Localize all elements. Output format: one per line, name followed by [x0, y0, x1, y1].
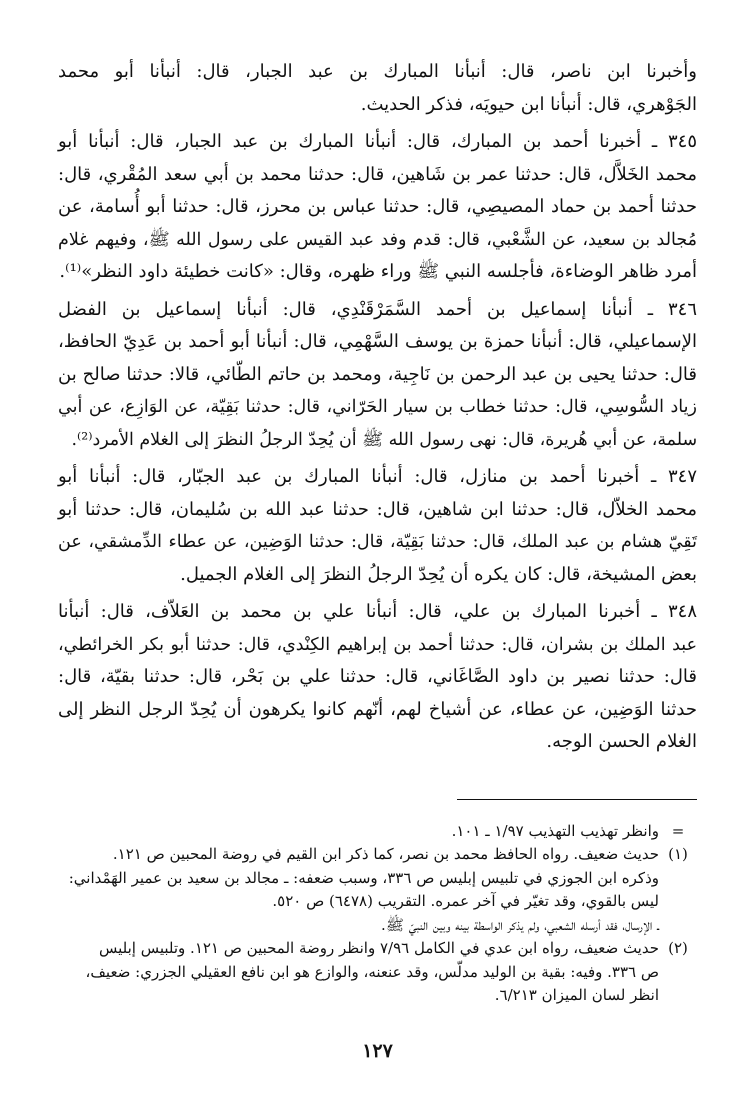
footnote-line: ـ الإرسال، فقد أرسله الشعبي، ولم يذكر الواسطة بينه وبين النبيّ ﷺ.	[381, 915, 659, 934]
footnote-continuation	[58, 820, 697, 844]
text-line: قال: حدثنا يحيى بن عبد الرحمن بن نَاجِية، ومحمد بن حاتم الطّائي، قالا: حدثنا صالح بن	[58, 363, 697, 385]
footnote-2	[58, 937, 697, 1008]
footnotes	[58, 820, 697, 1008]
footnote-line: حديث ضعيف، رواه ابن عدي في الكامل ٧/٩٦ وانظر روضة المحبين ص ١٢١. وتلبيس إبليس	[98, 939, 659, 957]
footnote-number: (٢)	[668, 939, 688, 957]
footnote-line: وذكره ابن الجوزي في تلبيس إبليس ص ٣٣٦، وسبب ضعفه: ـ مجالد بن سعيد بن عمير الهَمْداني:	[68, 868, 659, 887]
text-line: قال: حدثنا نصير بن داود الصَّاغَاني، قال: حدثنا علي بن بَحْر، قال: حدثنا بقيّة، قال:	[58, 666, 697, 687]
paragraph-hadith-348	[58, 596, 697, 759]
footnote-continuation-marker: =	[671, 821, 685, 840]
text-line: سلمة، عن أبي هُريرة، قال: نهى رسول الله ﷺ أن يُحِدّ الرجلُ النظرَ إلى الغلام الأمرد⁽²⁾.	[71, 429, 697, 450]
page-number: ١٢٧	[362, 1040, 393, 1062]
text-line: محمد الخَلاَّل، قال: حدثنا عمر بن شَاهين، قال: حدثنا محمد بن أبي سعد المُقْري، قال:	[58, 163, 697, 185]
text-line: عبد الملك بن بشران، قال: حدثنا أحمد بن إبراهيم الكِنْدي، قال: حدثنا أبو بكر الخرائطي،	[58, 634, 697, 655]
text-line: الجَوْهري، قال: أنبأنا ابن حيويَه، فذكر الحديث.	[360, 93, 697, 115]
text-line: ٣٤٧ ـ أخبرنا أحمد بن منازل، قال: أنبأنا المبارك بن عبد الجبّار، قال: أنبأنا أبو	[58, 466, 697, 487]
text-line: زياد السُّوسِي، قال: حدثنا خطاب بن سيار الحَرّاني، قال: حدثنا بَقِيّة، عن الوَازِع، عن أبي	[58, 397, 697, 417]
text-line: تَقِيّ هشام بن عبد الملك، قال: حدثنا بَقِيّة، قال: حدثنا الوَضِين، عن عطاء الدِّمشقي، عن	[58, 532, 697, 552]
text-line: مُجالد بن سعيد، عن الشَّعْبي، قال: قدم وفد عبد القيس على رسول الله ﷺ، وفيهم غلام	[58, 229, 697, 250]
footnote-1	[58, 843, 697, 937]
footnote-divider	[457, 799, 697, 800]
text-line: ٣٤٦ ـ أنبأنا إسماعيل بن أحمد السَّمَرْقَنْدِي، قال: أنبأنا إسماعيل بن الفضل	[58, 298, 697, 320]
text-line: أمرد ظاهر الوضاءة، فأجلسه النبي ﷺ وراء ظهره، وقال: «كانت خطيئة داود النظر»⁽¹⁾.	[59, 261, 697, 282]
paragraph-hadith-345	[58, 126, 697, 289]
text-line: بعض المشيخة، قال: كان يكره أن يُحِدّ الرجلُ النظرَ إلى الغلام الجميل.	[180, 563, 697, 585]
text-line: ٣٤٨ ـ أخبرنا المبارك بن علي، قال: أنبأنا علي بن محمد بن العَلاّف، قال: أنبأنا	[58, 601, 697, 622]
text-line: ٣٤٥ ـ أخبرنا أحمد بن المبارك، قال: أنبأنا المبارك بن عبد الجبار، قال: أنبأنا أبو	[58, 131, 697, 152]
text-line: محمد الخلاّل، قال: حدثنا ابن شاهين، قال: حدثنا عبد الله بن سُليمان، قال: حدثنا أبو	[58, 498, 697, 520]
footnote-line: حديث ضعيف. رواه الحافظ محمد بن نصر، كما ذكر ابن القيم في روضة المحبين ص ١٢١.	[112, 845, 659, 863]
paragraph-hadith-347	[58, 461, 697, 591]
main-text	[58, 56, 697, 759]
paragraph-hadith-346	[58, 294, 697, 457]
footnote-line: ص ٣٣٦. وفيه: بقية بن الوليد مدلّس، وقد عنعنه، والوازع هو ابن نافع العقيلي الجزري: ضعيف،	[85, 962, 659, 981]
text-line: حدثنا أحمد بن حماد المصيصِي، قال: حدثنا عباس بن محرز، قال: حدثنا أبو أُسامة، عن	[58, 196, 697, 217]
text-line: وأخبرنا ابن ناصر، قال: أنبأنا المبارك بن عبد الجبار، قال: أنبأنا أبو محمد	[58, 61, 697, 82]
text-line: الإسماعيلي، قال: أنبأنا حمزة بن يوسف السَّهْمِي، قال: أنبأنا أبو أحمد بن عَدِيّ الحافظ،	[58, 331, 697, 352]
footnote-line: انظر لسان الميزان ٦/٢١٣.	[494, 986, 659, 1004]
footnote-line: ليس بالقوي، وقد تغيّر في آخر عمره. التقريب (٦٤٧٨) ص ٥٢٠.	[272, 892, 659, 910]
footnote-line: وانظر تهذيب التهذيب ١/٩٧ ـ ١٠١.	[451, 821, 659, 840]
footnote-number: (١)	[668, 845, 688, 863]
paragraph-intro	[58, 56, 697, 121]
text-line: حدثنا الوَضِين، عن عطاء، عن أشياخ لهم، أنّهم كانوا يكرهون أن يُحِدّ الرجل النظر إلى	[58, 698, 697, 720]
text-line: الغلام الحسن الوجه.	[546, 731, 697, 752]
